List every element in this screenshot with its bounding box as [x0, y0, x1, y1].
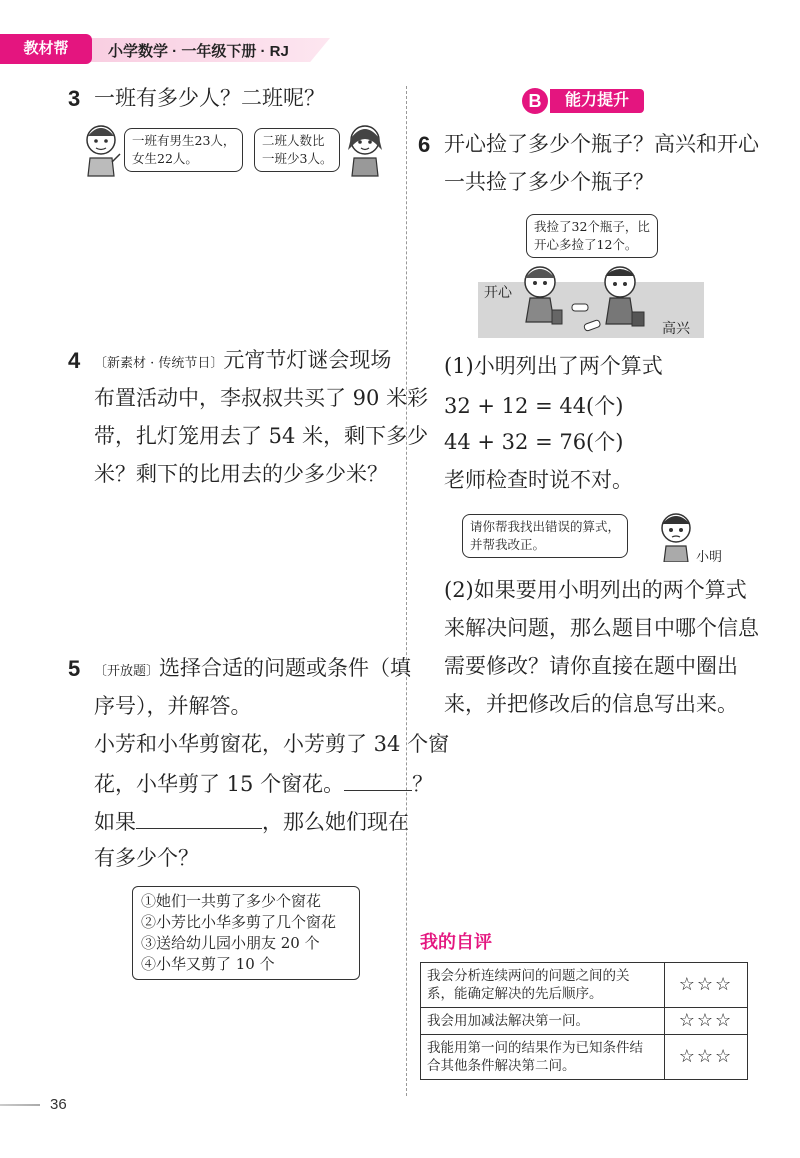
header-badge: [0, 34, 92, 64]
q5-line-4: [94, 772, 433, 795]
q3-speech-bubble-right: [254, 128, 340, 172]
q5-option: ③送给幼儿园小朋友 20 个: [141, 934, 320, 952]
section-b-letter-text: B: [528, 91, 542, 111]
q4-tag: 〔新素材 · 传统节日〕: [94, 356, 224, 371]
q5-if-suffix: ，那么她们现在: [262, 810, 409, 834]
star-rating[interactable]: ☆☆☆: [665, 1008, 748, 1035]
q4-line-1: [94, 350, 391, 371]
q6-number: 6: [418, 132, 431, 157]
q5-line-5: [94, 810, 409, 833]
header-title: 小学数学 · 一年级下册 · RJ: [108, 43, 289, 60]
q5-number: 5: [68, 656, 81, 681]
criterion-line: 我能用第一问的结果作为已知条件结: [427, 1040, 643, 1056]
q6-equation-1: 32 + 12 = 44(个): [444, 394, 624, 418]
q6-part2-line-2: 来解决问题，那么题目中哪个信息: [444, 616, 759, 640]
label-kaixin: 开心: [484, 285, 512, 301]
q4-number: 4: [68, 348, 81, 373]
q6-line-1: 开心捡了多少个瓶子？高兴和开心: [444, 132, 759, 156]
q6-part2-line-4: 来，并把修改后的信息写出来。: [444, 692, 738, 716]
q6-line-2: 一共捡了多少个瓶子？: [444, 170, 654, 194]
column-divider: [406, 86, 407, 1096]
q5-tag: 〔开放题〕: [94, 664, 160, 679]
q4-line-1-text: 元宵节灯谜会现场: [223, 348, 392, 372]
criterion-line: 系，能确定解决的先后顺序。: [427, 986, 603, 1002]
q5-line-6: 有多少个？: [94, 846, 199, 870]
bubble-line: 我捡了32个瓶子，比: [534, 219, 650, 234]
section-b-label: 能力提升: [550, 89, 644, 113]
self-eval-table: [420, 962, 748, 1080]
q3-number: 3: [68, 86, 81, 111]
bubble-line: 并帮我改正。: [470, 537, 546, 552]
star-rating[interactable]: ☆☆☆: [665, 963, 748, 1008]
q5-line-2: 序号），并解答。: [94, 694, 252, 718]
bubble-line: 二班人数比: [262, 133, 325, 148]
criterion-line: 我会分析连续两问的问题之间的关: [427, 968, 630, 984]
self-eval-criterion: [421, 1035, 665, 1080]
q3-text: 一班有多少人？二班呢？: [94, 86, 325, 110]
q6-part1: (1)小明列出了两个算式: [444, 354, 663, 378]
bubble-line: 开心多捡了12个。: [534, 237, 638, 252]
q5-options-box: [132, 886, 360, 980]
bubble-line: 一班有男生23人，: [132, 133, 236, 148]
section-b-letter: [522, 88, 548, 114]
q5-line-3: 小芳和小华剪窗花，小芳剪了 34 个窗: [94, 732, 450, 756]
q5-line-4-text: 花，小华剪了 15 个窗花。: [94, 772, 345, 796]
bubble-line: 请你帮我找出错误的算式，: [470, 519, 621, 534]
girl-figure: [342, 120, 388, 178]
label-xiaoming: 小明: [696, 550, 723, 565]
star-rating[interactable]: ☆☆☆: [665, 1035, 748, 1080]
q5-option: ①她们一共剪了多少个窗花: [141, 892, 322, 910]
table-row: [421, 1008, 748, 1035]
page-number: 36: [50, 1096, 67, 1113]
bubble-line: 一班少3人。: [262, 151, 333, 166]
q6-equation-2: 44 + 32 = 76(个): [444, 430, 624, 454]
q5-option: ②小芳比小华多剪了几个窗花: [141, 913, 337, 931]
boy-figure: [80, 122, 122, 178]
q4-line-2: 布置活动中，李叔叔共买了 90 米彩: [94, 386, 429, 410]
q6-teacher-note: 老师检查时说不对。: [444, 468, 633, 492]
q5-line-1: [94, 658, 411, 679]
q4-line-4: 米？剩下的比用去的少多少米？: [94, 462, 388, 486]
header-badge-text: 教材帮: [23, 40, 69, 57]
q6-part2-line-1: (2)如果要用小明列出的两个算式: [444, 578, 747, 602]
bubble-line: 女生22人。: [132, 151, 198, 166]
q5-qmark: ？: [412, 772, 434, 796]
q5-condition-blank[interactable]: [136, 810, 262, 829]
q5-option: ④小华又剪了 10 个: [141, 955, 275, 973]
footer-rule: [0, 1104, 40, 1106]
self-eval-criterion: [421, 1008, 665, 1035]
label-gaoxing: 高兴: [662, 321, 690, 337]
table-row: [421, 963, 748, 1008]
xiaoming-figure: [656, 508, 696, 562]
q6-part2-line-3: 需要修改？请你直接在题中圈出: [444, 654, 738, 678]
table-row: [421, 1035, 748, 1080]
q5-if-prefix: 如果: [94, 810, 136, 834]
self-eval-criterion: [421, 963, 665, 1008]
self-eval-title: 我的自评: [420, 932, 492, 952]
q5-line-1-text: 选择合适的问题或条件（填: [159, 656, 412, 680]
q3-speech-bubble-left: [124, 128, 243, 172]
q5-question-blank[interactable]: [344, 772, 412, 791]
q4-line-3: 带，扎灯笼用去了 54 米，剩下多少: [94, 424, 429, 448]
xiaoming-speech-bubble: [462, 514, 628, 558]
criterion-line: 我会用加减法解决第一问。: [427, 1013, 589, 1029]
criterion-line: 合其他条件解决第二问。: [427, 1058, 576, 1074]
